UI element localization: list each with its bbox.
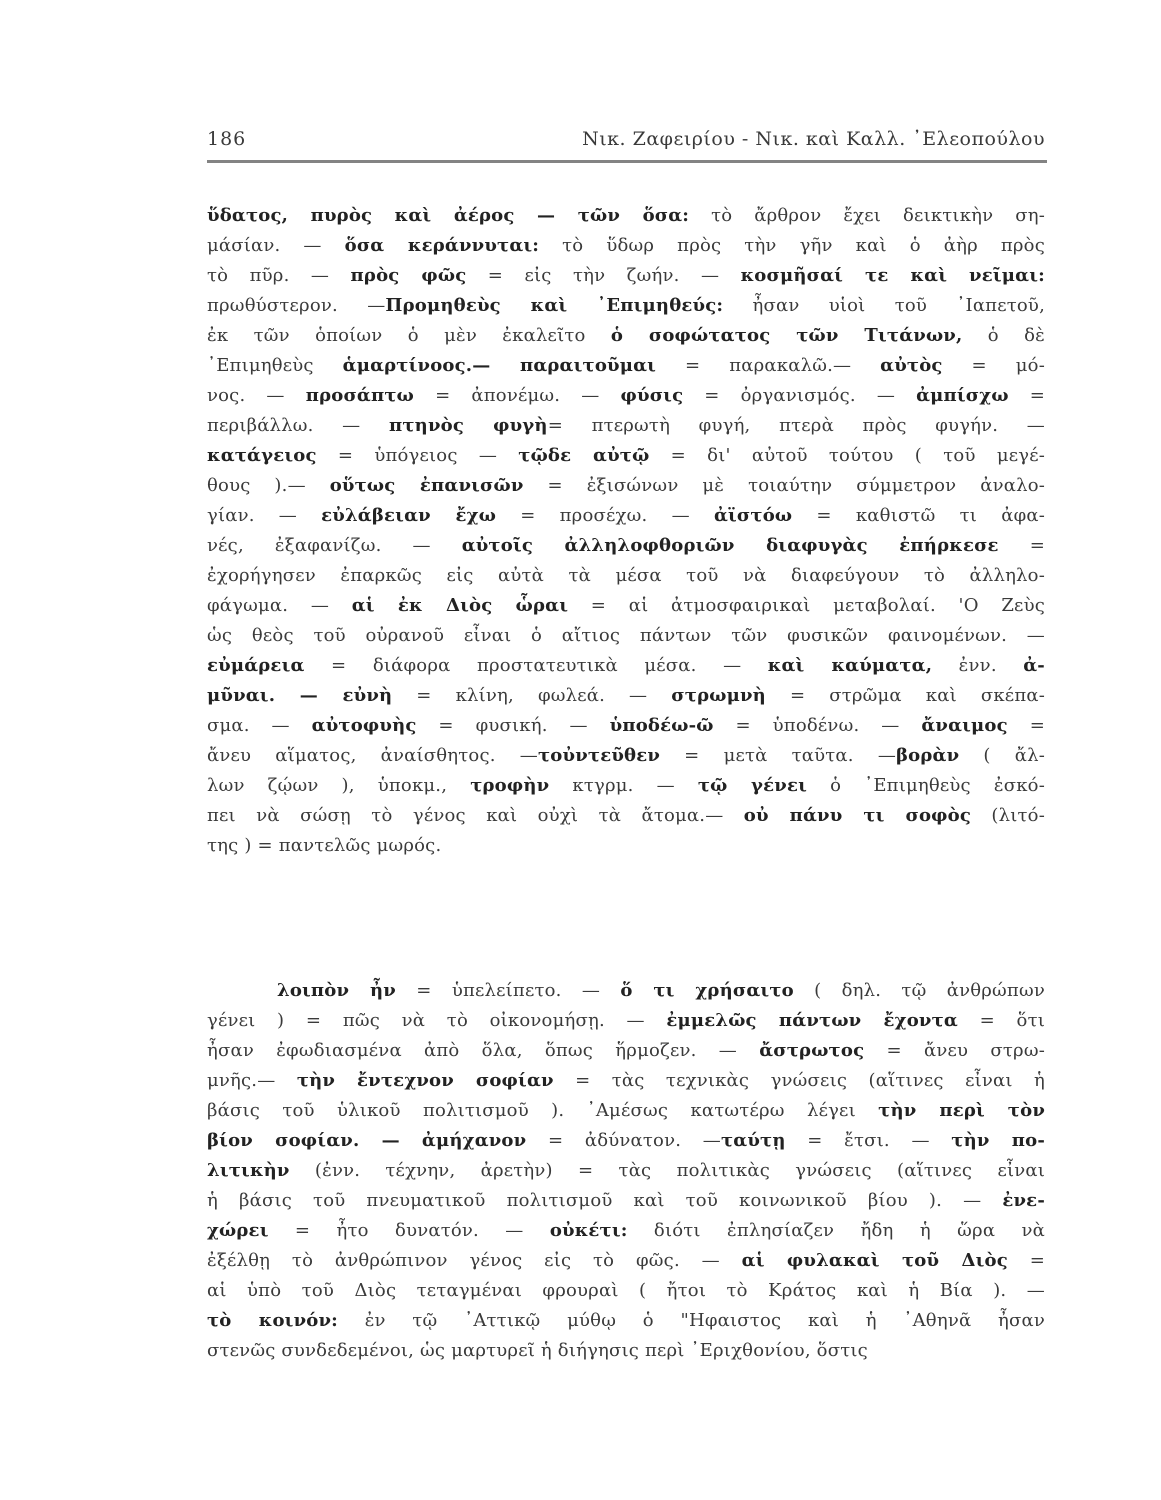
lemma-term: βορὰν <box>896 745 960 766</box>
text-line <box>207 1066 1045 1096</box>
text-line <box>207 621 1045 651</box>
gloss-text: ἐν τῷ ᾿Αττικῷ μύθῳ ὁ "Ηφαιστος καὶ ἡ ᾿Αθηνᾶ ἦσαν <box>338 1310 1045 1331</box>
text-line <box>207 1336 1045 1366</box>
text-line <box>207 261 1045 291</box>
gloss-text: = <box>998 535 1045 556</box>
text-line <box>207 591 1045 621</box>
text-line <box>207 681 1045 711</box>
lemma-term: ὕδατος, πυρὸς καὶ ἀέρος — τῶν ὅσα: <box>207 205 690 226</box>
lemma-term: τὴν πο- <box>951 1130 1045 1151</box>
lemma-term: οὐκέτι: <box>549 1220 628 1241</box>
text-line <box>207 1246 1045 1276</box>
gloss-text: = ὑποδένω. — <box>713 715 922 736</box>
text-line <box>207 411 1045 441</box>
gloss-text: της ) = παντελῶς μωρός. <box>207 835 442 856</box>
gloss-text: πρωθύστερον. — <box>207 295 386 316</box>
lemma-term: τῷ γένει <box>697 775 808 796</box>
gloss-text: = μό- <box>942 355 1045 376</box>
gloss-text: στενῶς συνδεδεμένοι, ὡς μαρτυρεῖ ἡ διήγησις περὶ ᾿Εριχθονίου, ὅστις <box>207 1340 868 1361</box>
gloss-text: μάσίαν. — <box>207 235 345 256</box>
gloss-text: ἦσαν ἐφωδιασμένα ἀπὸ ὅλα, ὅπως ἥρμοζεν. — <box>207 1040 760 1061</box>
lemma-term: τροφὴν <box>470 775 550 796</box>
gloss-text: περιβάλλω. — <box>207 415 389 436</box>
text-line <box>207 1216 1045 1246</box>
gloss-text: = ἔτσι. — <box>785 1130 952 1151</box>
lemma-term: πτηνὸς φυγὴ <box>388 415 548 436</box>
gloss-text: ὁ δὲ <box>962 325 1045 346</box>
lemma-term: κατάγειος <box>207 445 317 466</box>
lemma-term: ἀ- <box>1023 655 1045 676</box>
lemma-term: βίον σοφίαν. — ἀμήχανον <box>207 1130 527 1151</box>
text-line <box>207 381 1045 411</box>
text-line <box>207 831 1045 861</box>
text-line <box>207 651 1045 681</box>
lemma-term: εὐλάβειαν ἔχω <box>321 505 497 526</box>
gloss-text: = ὀργανισμός. — <box>683 385 917 406</box>
lemma-term: ὅσα κεράννυται: <box>344 235 540 256</box>
lemma-term: πρὸς φῶς <box>350 265 467 286</box>
gloss-text: τὸ ἄρθρον ἔχει δεικτικὴν ση- <box>689 205 1045 226</box>
gloss-text: αἱ ὑπὸ τοῦ Διὸς τεταγμέναι φρουραὶ ( ἤτοι τὸ Κράτος καὶ ἡ Βία ). — <box>207 1280 1045 1301</box>
text-line <box>207 741 1045 771</box>
lemma-term: τὴν ἔντεχνον σοφίαν <box>296 1070 554 1091</box>
gloss-text: = ἐξισώνων μὲ τοιαύτην σύμμετρον ἀναλο- <box>523 475 1045 496</box>
gloss-text: ἡ βάσις τοῦ πνευματικοῦ πολιτισμοῦ καὶ τοῦ κοινωνικοῦ βίου ). — <box>207 1190 1003 1211</box>
text-line <box>207 561 1045 591</box>
gloss-text: = φυσική. — <box>416 715 610 736</box>
gloss-text: = ἀδύνατον. — <box>526 1130 721 1151</box>
lemma-term: ταύτῃ <box>720 1130 786 1151</box>
gloss-text: διότι ἐπλησίαζεν ἤδη ἡ ὥρα νὰ <box>627 1220 1045 1241</box>
text-line <box>207 441 1045 471</box>
gloss-text: = προσέχω. — <box>496 505 714 526</box>
lemma-term: ἄναιμος <box>921 715 1008 736</box>
gloss-text: = τὰς τεχνικὰς γνώσεις (αἵτινες εἶναι ἡ <box>553 1070 1045 1091</box>
text-line <box>207 1126 1045 1156</box>
gloss-text: ( ἄλ- <box>959 745 1045 766</box>
lemma-term: τῷδε αὐτῷ <box>518 445 650 466</box>
gloss-text: = ὑπόγειος — <box>316 445 519 466</box>
text-line <box>207 531 1045 561</box>
gloss-text: λων ζῴων ), ὑποκμ., <box>207 775 471 796</box>
lemma-term: τὴν περὶ τὸν <box>878 1100 1045 1121</box>
text-line <box>207 501 1045 531</box>
text-line <box>207 471 1045 501</box>
text-line <box>207 1276 1045 1306</box>
gloss-text: ᾿Επιμηθεὺς <box>207 355 343 376</box>
lemma-term: στρωμνὴ <box>671 685 766 706</box>
text-line <box>207 801 1045 831</box>
gloss-text: γένει ) = πῶς νὰ τὸ οἰκονομήσῃ. — <box>207 1010 667 1031</box>
text-line <box>207 1156 1045 1186</box>
gloss-text: = <box>1007 715 1045 736</box>
lemma-term: ἀϊστόω <box>713 505 793 526</box>
text-line <box>207 351 1045 381</box>
lemma-term: φύσις <box>620 385 684 406</box>
text-line <box>207 231 1045 261</box>
paragraph-1 <box>207 201 1045 861</box>
gloss-text: = εἰς τὴν ζωήν. — <box>466 265 741 286</box>
gloss-text: = ἀπονέμω. — <box>414 385 621 406</box>
lemma-term: λοιπὸν ἦν <box>277 980 396 1001</box>
lemma-term: αὐτοφυὴς <box>311 715 417 736</box>
gloss-text: ἐνν. <box>932 655 1024 676</box>
gloss-text: νές, ἐξαφανίζω. — <box>207 535 462 556</box>
page-header <box>207 128 1045 158</box>
text-line <box>207 291 1045 321</box>
running-head: Νικ. Ζαφειρίου - Νικ. καὶ Καλλ. ᾿Ελεοπούλου <box>582 128 1045 150</box>
gloss-text: = ὑπελείπετο. — <box>396 980 621 1001</box>
gloss-text: θους ).— <box>207 475 330 496</box>
lemma-term: ὁ σοφώτατος τῶν Τιτάνων, <box>610 325 963 346</box>
gloss-text: = <box>1008 385 1045 406</box>
gloss-text: ἐξέλθῃ τὸ ἀνθρώπινον γένος εἰς τὸ φῶς. — <box>207 1250 742 1271</box>
lemma-term: ἀμπίσχω <box>916 385 1009 406</box>
lemma-term: χώρει <box>207 1220 269 1241</box>
gloss-text: πει νὰ σώσῃ τὸ γένος καὶ οὐχὶ τὰ ἄτομα.— <box>207 805 744 826</box>
lemma-term: αἱ φυλακαὶ τοῦ Διὸς <box>741 1250 1008 1271</box>
text-line <box>207 1306 1045 1336</box>
gloss-text: = ἦτο δυνατόν. — <box>268 1220 550 1241</box>
page-number: 186 <box>207 128 247 150</box>
gloss-text: = κλίνη, φωλεά. — <box>392 685 672 706</box>
gloss-text: = ἄνευ στρω- <box>864 1040 1045 1061</box>
gloss-text: ἄνευ αἵματος, ἀναίσθητος. — <box>207 745 538 766</box>
gloss-text: ἦσαν υἱοὶ τοῦ ᾿Ιαπετοῦ, <box>723 295 1045 316</box>
lemma-term: αὐτοῖς ἀλληλοφθοριῶν διαφυγὰς ἐπήρκεσε <box>461 535 999 556</box>
text-line <box>207 321 1045 351</box>
lemma-term: μῦναι. — εὐνὴ <box>207 685 393 706</box>
lemma-term: ἄστρωτος <box>759 1040 865 1061</box>
lemma-term: οὕτως ἐπανισῶν <box>329 475 524 496</box>
gloss-text: = παρακαλῶ.— <box>656 355 881 376</box>
gloss-text: κτγρμ. — <box>549 775 698 796</box>
gloss-text: = δι' αὐτοῦ τούτου ( τοῦ μεγέ- <box>649 445 1045 466</box>
text-line <box>207 1096 1045 1126</box>
lemma-term: προσάπτω <box>305 385 415 406</box>
gloss-text: σμα. — <box>207 715 312 736</box>
gloss-text: = διάφορα προστατευτικὰ μέσα. — <box>304 655 768 676</box>
gloss-text: = μετὰ ταῦτα. — <box>660 745 897 766</box>
gloss-text: ἐκ τῶν ὁποίων ὁ μὲν ἐκαλεῖτο <box>207 325 611 346</box>
gloss-text: (ἐνν. τέχνην, ἀρετὴν) = τὰς πολιτικὰς γνώσεις (αἵτινες εἶναι <box>289 1160 1045 1181</box>
paragraph-2 <box>207 976 1045 1366</box>
gloss-text: ὡς θεὸς τοῦ οὐρανοῦ εἶναι ὁ αἴτιος πάντων τῶν φυσικῶν φαινομένων. — <box>207 625 1045 646</box>
text-line <box>207 711 1045 741</box>
text-line <box>207 771 1045 801</box>
gloss-text: = καθιστῶ τι ἀφα- <box>792 505 1045 526</box>
lemma-term: ἐνε- <box>1002 1190 1045 1211</box>
gloss-text: = <box>1007 1250 1045 1271</box>
text-line <box>207 201 1045 231</box>
lemma-term: καὶ καύματα, <box>767 655 933 676</box>
lemma-term: τοὐντεῦθεν <box>537 745 661 766</box>
text-line <box>207 976 1045 1006</box>
lemma-term: Προμηθεὺς καὶ ᾿Επιμηθεύς: <box>385 295 724 316</box>
text-line <box>207 1036 1045 1066</box>
gloss-text: μνῆς.— <box>207 1070 297 1091</box>
header-rule <box>207 160 1047 163</box>
lemma-term: εὐμάρεια <box>207 655 305 676</box>
lemma-term: ἐμμελῶς πάντων ἔχοντα <box>666 1010 958 1031</box>
lemma-term: ὑποδέω-ῶ <box>609 715 714 736</box>
lemma-term: ὅ τι χρήσαιτο <box>620 980 794 1001</box>
gloss-text: βάσις τοῦ ὑλικοῦ πολιτισμοῦ ). ᾿Αμέσως κατωτέρω λέγει <box>207 1100 879 1121</box>
gloss-text: = ὅτι <box>957 1010 1045 1031</box>
gloss-text: ἐχορήγησεν ἐπαρκῶς εἰς αὐτὰ τὰ μέσα τοῦ νὰ διαφεύγουν τὸ ἀλληλο- <box>207 565 1045 586</box>
gloss-text: (λιτό- <box>971 805 1045 826</box>
text-line <box>207 1006 1045 1036</box>
lemma-term: λιτικὴν <box>207 1160 290 1181</box>
gloss-text: ὁ ᾿Επιμηθεὺς ἐσκό- <box>807 775 1045 796</box>
lemma-term: αἱ ἐκ Διὸς ὧραι <box>351 595 569 616</box>
lemma-term: ἁμαρτίνοος.— παραιτοῦμαι <box>342 355 657 376</box>
gloss-text: τὸ ὕδωρ πρὸς τὴν γῆν καὶ ὁ ἀὴρ πρὸς <box>539 235 1045 256</box>
gloss-text: = πτερωτὴ φυγή, πτερὰ πρὸς φυγήν. — <box>547 415 1045 436</box>
gloss-text: = αἱ ἀτμοσφαιρικαὶ μεταβολαί. 'Ο Ζεὺς <box>568 595 1045 616</box>
lemma-term: αὐτὸς <box>880 355 943 376</box>
gloss-text: ( δηλ. τῷ ἀνθρώπων <box>793 980 1045 1001</box>
gloss-text: φάγωμα. — <box>207 595 352 616</box>
gloss-text: γίαν. — <box>207 505 322 526</box>
gloss-text: τὸ πῦρ. — <box>207 265 351 286</box>
lemma-term: κοσμῆσαί τε καὶ νεῖμαι: <box>740 265 1045 286</box>
gloss-text: νος. — <box>207 385 306 406</box>
lemma-term: τὸ κοινόν: <box>207 1310 338 1331</box>
lemma-term: οὐ πάνυ τι σοφὸς <box>743 805 972 826</box>
gloss-text: = στρῶμα καὶ σκέπα- <box>765 685 1045 706</box>
text-line <box>207 1186 1045 1216</box>
